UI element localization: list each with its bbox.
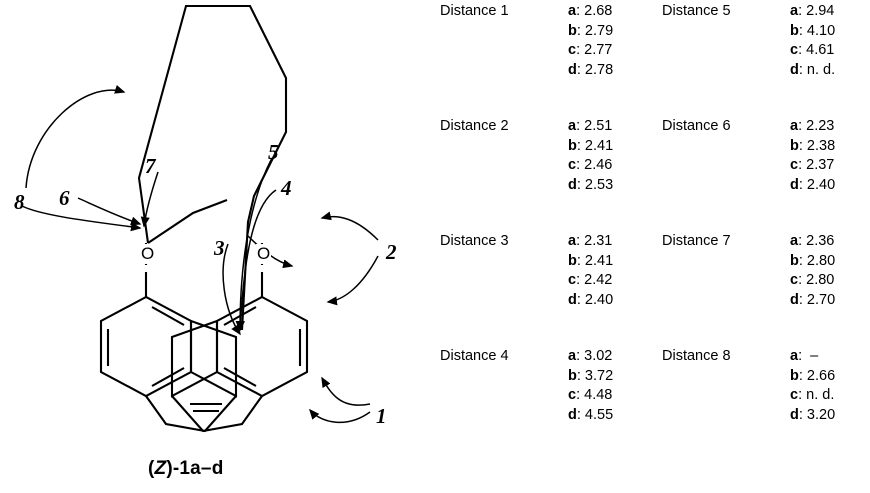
- value-number: 2.78: [584, 61, 614, 78]
- distance-marker-7: 7: [145, 154, 156, 178]
- distance-values: a: 2.36 b: 2.80 c: 2.80 d: 2.70: [790, 233, 836, 308]
- value-key: a: [568, 3, 577, 19]
- value-key: a: [568, 233, 577, 249]
- distance-title: Distance 7: [662, 233, 731, 249]
- distance-title: Distance 2: [440, 118, 509, 134]
- value-number: 2.80: [806, 252, 836, 269]
- right-aryl-ring: [217, 297, 307, 396]
- value-key: a: [790, 348, 799, 364]
- value-number: 2.41: [584, 137, 614, 154]
- distance-values: a: 2.68 b: 2.79 c: 2.77 d: 2.78: [568, 3, 614, 78]
- value-key: d: [790, 406, 799, 423]
- distance-title: Distance 5: [662, 3, 731, 19]
- value-number: 3.72: [584, 367, 614, 384]
- value-number: 2.36: [806, 233, 835, 249]
- compound-label: [148, 458, 224, 480]
- distance-marker-3: 3: [214, 236, 225, 260]
- value-number: 4.10: [806, 22, 836, 39]
- distance-marker-1: 1: [376, 404, 387, 428]
- value-number: 2.38: [806, 137, 836, 154]
- distance-values: a: 2.94 b: 4.10 c: 4.61 d: n. d.: [790, 3, 836, 78]
- distance-block-8: [662, 347, 870, 423]
- value-key: c: [790, 272, 799, 288]
- value-key: a: [568, 118, 577, 134]
- value-number: 2.37: [806, 157, 835, 173]
- distance-block-5: [662, 2, 870, 78]
- distance-marker-6: 6: [59, 186, 70, 210]
- value-key: d: [790, 291, 799, 308]
- oxygen-label-right: O: [257, 244, 271, 263]
- value-key: d: [568, 176, 577, 193]
- oxygen-label-left: O: [141, 244, 155, 263]
- value-key: b: [568, 22, 577, 39]
- value-key: b: [568, 137, 577, 154]
- compound-label-prefix: (: [148, 458, 155, 479]
- left-aryl-ring: [101, 297, 191, 396]
- distance-arrows: [22, 90, 378, 422]
- value-key: a: [568, 348, 577, 364]
- value-key: c: [568, 42, 577, 58]
- value-number: 2.80: [806, 272, 835, 288]
- value-key: b: [790, 137, 799, 154]
- value-key: d: [568, 291, 577, 308]
- value-key: c: [568, 272, 577, 288]
- value-key: d: [790, 61, 799, 78]
- distance-values: a: 2.23 b: 2.38 c: 2.37 d: 2.40: [790, 118, 836, 193]
- distance-title: Distance 8: [662, 348, 731, 364]
- distance-block-2: [440, 117, 660, 193]
- value-number: n. d.: [806, 61, 836, 78]
- distance-block-7: [662, 232, 870, 308]
- value-key: c: [568, 387, 577, 403]
- distance-values: a: 3.02 b: 3.72 c: 4.48 d: 4.55: [568, 348, 614, 423]
- distance-title: Distance 4: [440, 348, 509, 364]
- value-number: 4.48: [584, 387, 613, 403]
- value-number: n. d.: [806, 387, 835, 403]
- distance-block-4: [440, 347, 660, 423]
- value-key: d: [790, 176, 799, 193]
- distance-block-3: [440, 232, 660, 308]
- value-key: b: [568, 367, 577, 384]
- distance-marker-8: 8: [14, 190, 25, 214]
- value-key: a: [790, 3, 799, 19]
- value-number: 2.40: [806, 176, 836, 193]
- value-number: 2.68: [584, 3, 613, 19]
- value-key: a: [790, 118, 799, 134]
- value-key: d: [568, 61, 577, 78]
- value-number: 2.40: [584, 291, 614, 308]
- value-number: 4.61: [806, 42, 835, 58]
- distance-title: Distance 3: [440, 233, 509, 249]
- value-number: 2.31: [584, 233, 613, 249]
- value-key: a: [790, 233, 799, 249]
- value-number: 2.53: [584, 176, 614, 193]
- distances-table: [430, 0, 870, 493]
- value-key: c: [790, 387, 799, 403]
- value-key: d: [568, 406, 577, 423]
- distance-marker-5: 5: [268, 140, 279, 164]
- distance-block-6: [662, 117, 870, 193]
- value-number: 2.51: [584, 118, 613, 134]
- value-key: b: [790, 367, 799, 384]
- value-number: 2.23: [806, 118, 835, 134]
- value-key: c: [790, 42, 799, 58]
- value-number: 4.55: [584, 406, 614, 423]
- value-key: c: [568, 157, 577, 173]
- value-number: 2.70: [806, 291, 836, 308]
- value-key: b: [790, 22, 799, 39]
- structure-diagram: [0, 0, 430, 493]
- distance-marker-4: 4: [281, 176, 292, 200]
- distance-title: Distance 6: [662, 118, 731, 134]
- central-double-bond: [190, 404, 222, 411]
- value-number: 3.02: [584, 348, 613, 364]
- compound-label-descriptor: Z: [154, 458, 167, 479]
- value-number: 2.46: [584, 157, 613, 173]
- value-number: 2.41: [584, 252, 614, 269]
- value-number: 2.66: [806, 367, 836, 384]
- value-number: 2.94: [806, 3, 835, 19]
- distance-values: a: 2.51 b: 2.41 c: 2.46 d: 2.53: [568, 118, 614, 193]
- value-key: b: [790, 252, 799, 269]
- distance-values: a: – b: 2.66 c: n. d. d: 3.20: [790, 348, 836, 423]
- value-number: –: [810, 348, 819, 364]
- distance-block-1: [440, 2, 660, 78]
- value-number: 2.79: [584, 22, 614, 39]
- value-key: c: [790, 157, 799, 173]
- value-number: 2.77: [584, 42, 613, 58]
- value-number: 3.20: [806, 406, 836, 423]
- macrocycle-skeleton: [139, 6, 286, 330]
- value-number: 2.42: [584, 272, 613, 288]
- distance-marker-2: 2: [386, 240, 397, 264]
- value-key: b: [568, 252, 577, 269]
- distance-values: a: 2.31 b: 2.41 c: 2.42 d: 2.40: [568, 233, 614, 308]
- distance-title: Distance 1: [440, 3, 509, 19]
- compound-label-suffix: )-1a–d: [166, 458, 224, 479]
